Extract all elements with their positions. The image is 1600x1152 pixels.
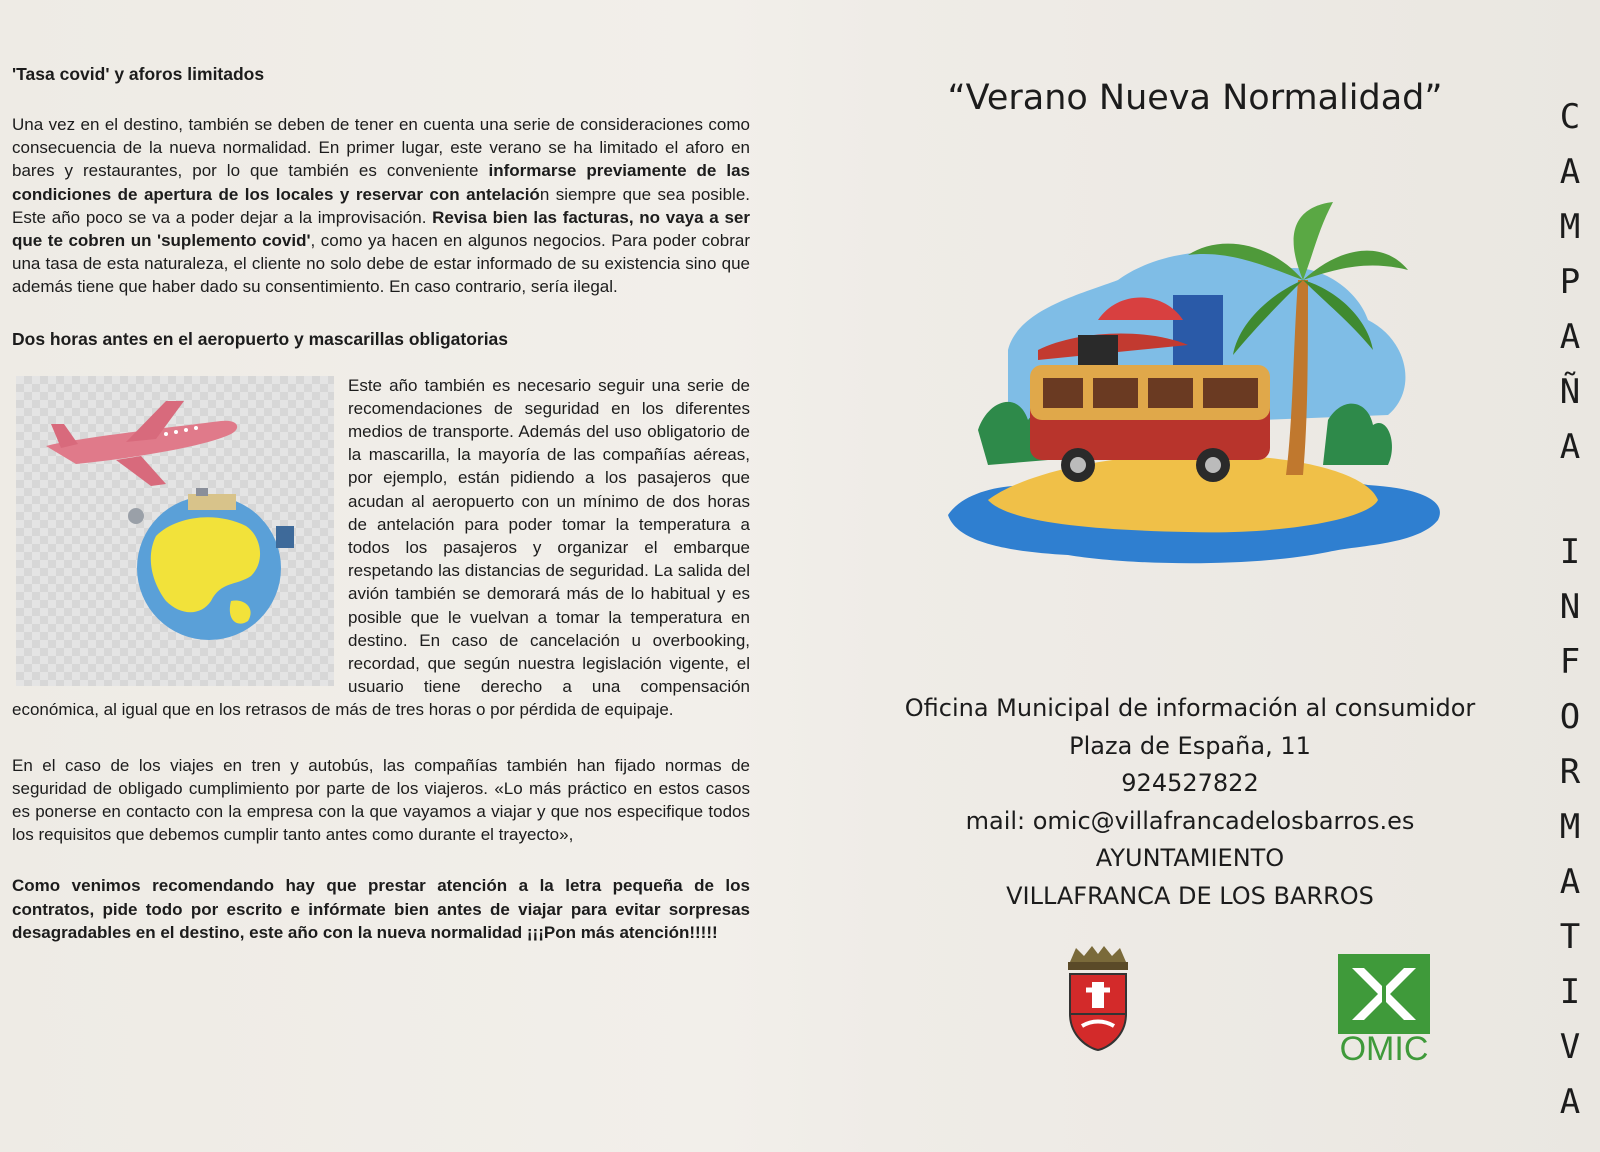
office-phone: 924527822 — [1121, 769, 1259, 797]
para1-text-b: n siempre que sea posible. Este año poco se va a poder dejar a la improvisación. — [12, 184, 750, 227]
office-ayuntamiento: AYUNTAMIENTO — [1095, 844, 1285, 872]
paragraph-aforos — [12, 113, 750, 299]
vertical-campaign-text — [1540, 90, 1600, 1130]
left-panel — [12, 64, 750, 944]
vertical-letter: F — [1559, 642, 1581, 682]
vertical-letter: R — [1559, 752, 1581, 792]
vertical-gap — [1540, 475, 1600, 525]
vertical-letter: M — [1559, 207, 1581, 247]
globe-icon — [128, 488, 294, 640]
vertical-letter: A — [1559, 1082, 1581, 1122]
vertical-letter: T — [1559, 917, 1581, 957]
vertical-letter: A — [1559, 862, 1581, 902]
airplane-globe-illustration — [16, 376, 334, 686]
vertical-letter: A — [1559, 152, 1581, 192]
para1-bold-a: informarse previamente de las condiciones de apertura de los locales y reservar con antelació — [12, 161, 750, 204]
vertical-letter: V — [1559, 1027, 1581, 1067]
paragraph-recomendacion: Como venimos recomendando hay que prestar atención a la letra pequeña de los contratos, pide todo por escrito e infórmate bien antes de viajar para evitar sorpresas desagradables en el destino, este año con la nueva normalidad ¡¡¡Pon más atención!!!!! — [12, 876, 750, 942]
vertical-letter: Ñ — [1559, 372, 1581, 412]
coat-of-arms-icon — [1062, 944, 1134, 1057]
vertical-letter: A — [1559, 317, 1581, 357]
vertical-letter: I — [1559, 972, 1581, 1012]
right-panel — [790, 0, 1600, 1152]
campaign-title: “Verano Nueva Normalidad” — [947, 78, 1443, 118]
para1-text-c: , como ya hacen en algunos negocios. Para poder cobrar una tasa de esta naturaleza, el cliente no solo debe de estar informado de su existencia sino que además tiene que haber dado su consentimiento. En caso contrario, sería ilegal. — [12, 231, 750, 297]
office-town: VILLAFRANCA DE LOS BARROS — [1006, 881, 1374, 910]
vertical-letter: M — [1559, 807, 1581, 847]
vertical-letter: I — [1559, 532, 1581, 572]
office-address: Plaza de España, 11 — [1069, 731, 1311, 760]
heading-tasa-covid: 'Tasa covid' y aforos limitados — [12, 64, 265, 84]
beach-van-illustration — [948, 200, 1448, 585]
vertical-letter: C — [1559, 97, 1581, 137]
vertical-letter: A — [1559, 427, 1581, 467]
airport-section — [12, 374, 750, 722]
airplane-icon — [46, 401, 237, 486]
office-name: Oficina Municipal de información al consumidor — [904, 694, 1476, 722]
vertical-letter: O — [1559, 697, 1581, 737]
office-email: mail: omic@villafrancadelosbarros.es — [965, 806, 1415, 835]
para1-bold-b: Revisa bien las facturas, no vaya a ser que te cobren un 'suplemento covid' — [12, 207, 750, 251]
vertical-letter: P — [1559, 262, 1581, 302]
omic-logo-text: OMIC — [1339, 1030, 1429, 1068]
office-contact-block — [830, 690, 1550, 915]
paragraph-aeropuerto: Este año también es necesario seguir una serie de recomendaciones de seguridad en los diferentes medios de transporte. Además del uso obligatorio de la mascarilla, la mayoría de las compañías aéreas, por ejemplo, están pidiendo a los pasajeros que acudan al aeropuerto con un mínimo de dos horas de antelación para poder tomar la temperatura a todos los pasajeros y organizar el embarque respetando las distancias de seguridad. La salida del avión también se demorará más de lo habitual y es posible que le vuelvan a tomar la temperatura en destino. En caso de cancelación u overbooking, recordad, que según nuestra legislación vigente, el usuario tiene derecho a una compensación económica, al igual que en los retrasos de más de tres horas o por pérdida de equipaje. — [12, 375, 750, 720]
heading-aeropuerto: Dos horas antes en el aeropuerto y mascarillas obligatorias — [12, 328, 509, 349]
vertical-letter: N — [1559, 587, 1581, 627]
paragraph-tren-autobus: En el caso de los viajes en tren y autobús, las compañías también han fijado normas de seguridad de obligado cumplimiento por parte de los viajeros. «Lo más práctico en estos casos es ponerse en contacto con la empresa con la que vayamos a viajar y que nos especifique todos los requisitos que debemos cumplir tanto antes como durante el trayecto», — [12, 755, 750, 845]
omic-logo — [1338, 954, 1430, 1075]
para1-text-a: Una vez en el destino, también se deben de tener en cuenta una serie de consideraciones como consecuencia de la nueva normalidad. En primer lugar, este verano se ha limitado el aforo en bares y restaurantes, por lo que también es conveniente — [12, 115, 750, 181]
